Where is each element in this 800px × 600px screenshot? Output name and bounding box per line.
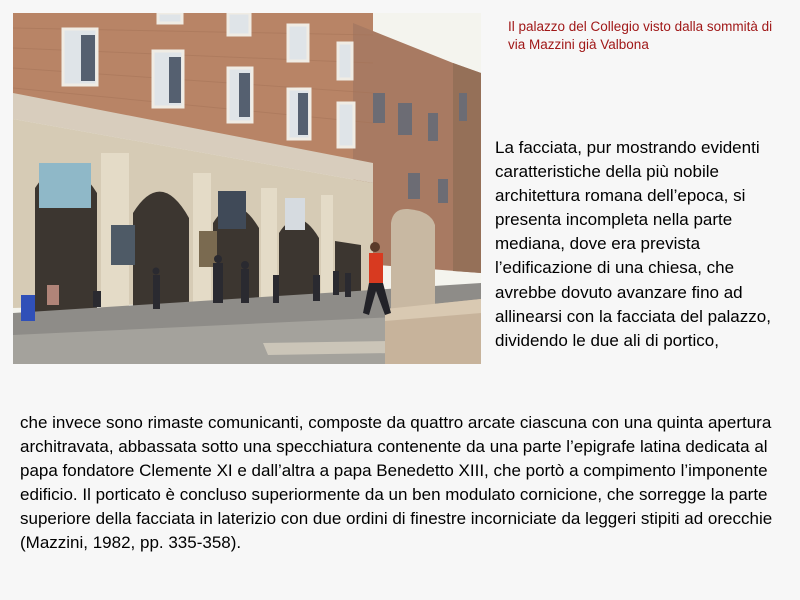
side-paragraph: La facciata, pur mostrando evidenti caratteristiche della più nobile architettura romana dell’epoca, si presenta incompleta nella parte mediana, dove era prevista l’edificazione di una chiesa, che avrebbe dovuto avanzare fino ad allinearsi con la facciata del palazzo, dividendo le due ali di portico, — [495, 138, 771, 350]
photo-caption: Il palazzo del Collegio visto dalla sommità di via Mazzini già Valbona — [508, 19, 773, 52]
palazzo-collegio-photo — [13, 13, 481, 364]
bottom-paragraph: che invece sono rimaste comunicanti, composte da quattro arcate ciascuna con una quinta apertura architravata, abbassata sotto una specchiatura contenente da una parte l’epigrafe latina dedicata al papa fondatore Clemente XI e dall’altra a papa Benedetto XIII, che portò a compimento l’imponente edificio. Il porticato è concluso superiormente da un ben modulato cornicione, che sorregge la parte superiore della facciata in laterizio con due ordini di finestre incorniciate da leggeri stipiti ad orecchie (Mazzini, 1982, pp. 335-358). — [20, 413, 773, 553]
